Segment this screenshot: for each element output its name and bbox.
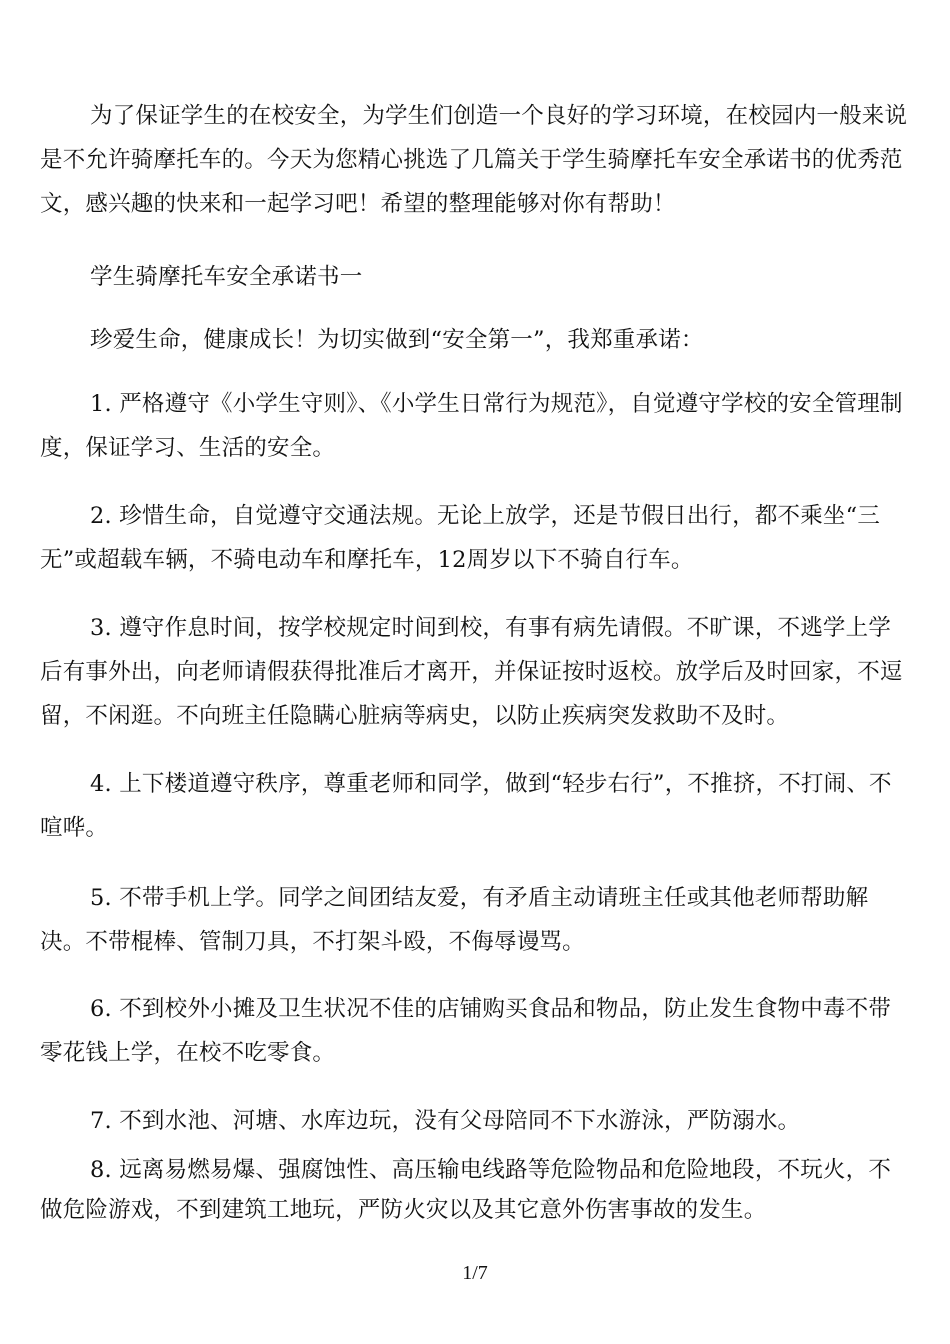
page-number: 1/7: [462, 1262, 488, 1284]
section-title: 学生骑摩托车安全承诺书一: [90, 264, 363, 290]
pledge-item-5: 5. 不带手机上学。同学之间团结友爱，有矛盾主动请班主任或其他老师帮助解决。不带棍棒、管制刀具，不打架斗殴，不侮辱谩骂。: [40, 885, 869, 955]
pledge-item-7: 7. 不到水池、河塘、水库边玩，没有父母陪同不下水游泳，严防溺水。: [90, 1108, 801, 1134]
pledge-item-8: 8. 远离易燃易爆、强腐蚀性、高压输电线路等危险物品和危险地段，不玩火，不做危险游戏，不到建筑工地玩，严防火灾以及其它意外伤害事故的发生。: [40, 1157, 892, 1223]
pledge-item-4: 4. 上下楼道遵守秩序，尊重老师和同学，做到“轻步右行”，不推挤，不打闹、不喧哗。: [40, 771, 892, 841]
pledge-intro: 珍爱生命，健康成长！为切实做到“安全第一”，我郑重承诺：: [90, 327, 704, 353]
intro-paragraph: 为了保证学生的在校安全，为学生们创造一个良好的学习环境，在校园内一般来说是不允许骑摩托车的。今天为您精心挑选了几篇关于学生骑摩托车安全承诺书的优秀范文，感兴趣的快来和一起学习吧！希望的整理能够对你有帮助！: [40, 103, 908, 217]
pledge-item-3: 3. 遵守作息时间，按学校规定时间到校，有事有病先请假。不旷课，不逃学上学后有事外出，向老师请假获得批准后才离开，并保证按时返校。放学后及时回家，不逗留，不闲逛。不向班主任隐瞒心脏病等病史，以防止疾病突发救助不及时。: [40, 615, 903, 729]
pledge-item-2: 2. 珍惜生命，自觉遵守交通法规。无论上放学，还是节假日出行，都不乘坐“三无”或超载车辆，不骑电动车和摩托车，12周岁以下不骑自行车。: [40, 503, 881, 573]
pledge-item-1: 1. 严格遵守《小学生守则》、《小学生日常行为规范》，自觉遵守学校的安全管理制度，保证学习、生活的安全。: [40, 391, 903, 461]
pledge-item-6: 6. 不到校外小摊及卫生状况不佳的店铺购买食品和物品，防止发生食物中毒不带零花钱上学，在校不吃零食。: [40, 996, 892, 1066]
